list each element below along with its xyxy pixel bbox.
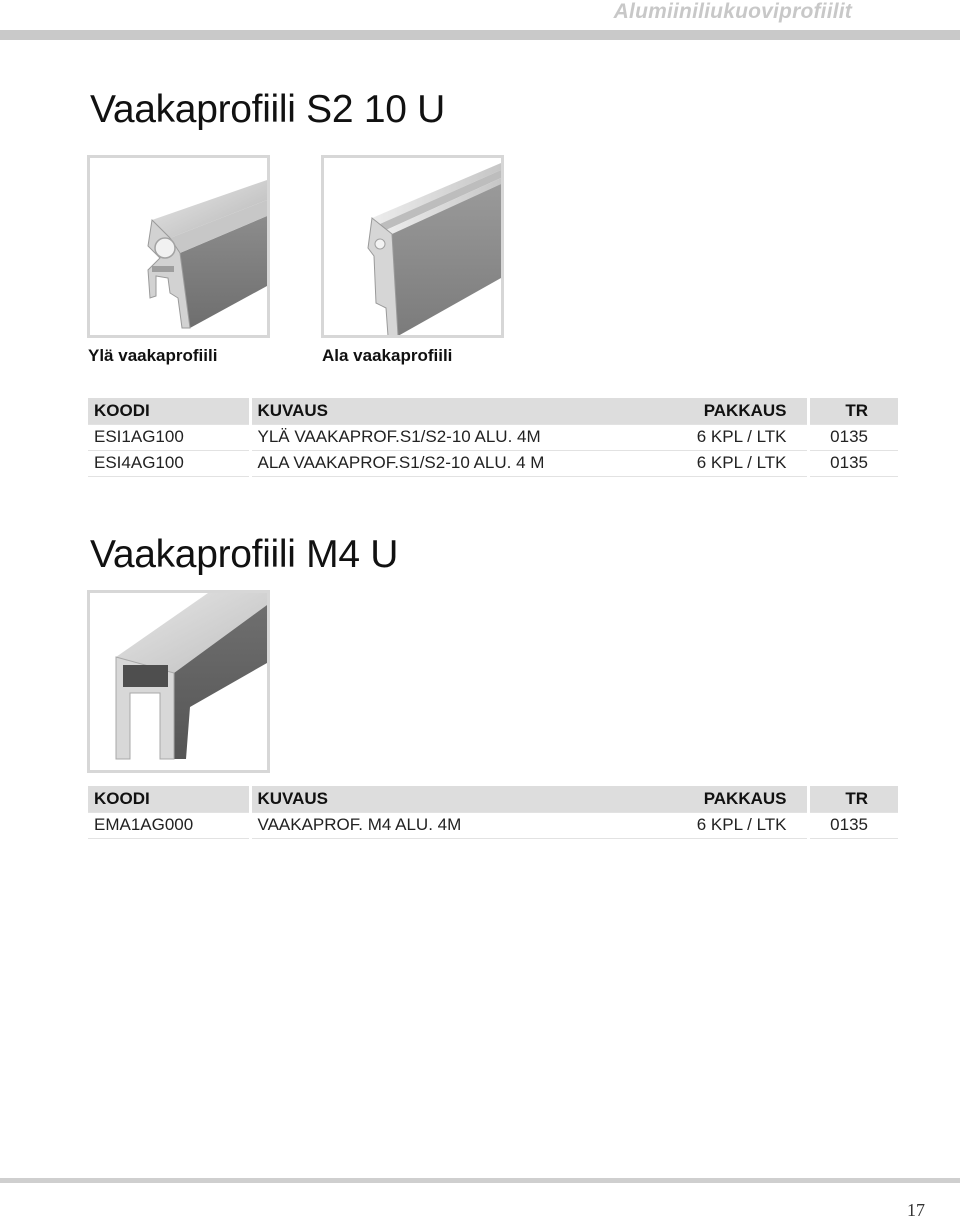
footer-rule xyxy=(0,1178,960,1183)
cell-code: ESI4AG100 xyxy=(88,450,250,476)
cell-tr: 0135 xyxy=(808,424,898,450)
cell-code: ESI1AG100 xyxy=(88,424,250,450)
cell-tr: 0135 xyxy=(808,812,898,838)
product-table-s2 xyxy=(88,398,898,477)
page-number: 17 xyxy=(907,1200,925,1220)
column-header-pakkaus: PAKKAUS xyxy=(678,786,808,812)
cell-package: 6 KPL / LTK xyxy=(678,424,808,450)
upper-profile-image xyxy=(87,155,270,338)
table-row xyxy=(88,424,898,450)
section-title-s2-10-u: Vaakaprofiili S2 10 U xyxy=(90,88,446,131)
header-title: Alumiiniliukuoviprofiilit xyxy=(613,0,852,23)
caption-upper-profile: Ylä vaakaprofiili xyxy=(88,346,218,365)
table-header-row xyxy=(88,398,898,424)
column-header-koodi: KOODI xyxy=(88,398,250,424)
cell-package: 6 KPL / LTK xyxy=(678,812,808,838)
cell-package: 6 KPL / LTK xyxy=(678,450,808,476)
table-row xyxy=(88,812,898,838)
m4-profile-image xyxy=(87,590,270,773)
column-header-tr: TR xyxy=(808,786,898,812)
cell-tr: 0135 xyxy=(808,450,898,476)
caption-lower-profile: Ala vaakaprofiili xyxy=(322,346,453,365)
lower-profile-image xyxy=(321,155,504,338)
column-header-kuvaus: KUVAUS xyxy=(250,398,678,424)
column-header-pakkaus: PAKKAUS xyxy=(678,398,808,424)
table-row xyxy=(88,450,898,476)
cell-code: EMA1AG000 xyxy=(88,812,250,838)
table-header-row xyxy=(88,786,898,812)
cell-description: VAAKAPROF. M4 ALU. 4M xyxy=(250,812,678,838)
column-header-kuvaus: KUVAUS xyxy=(250,786,678,812)
product-table-m4 xyxy=(88,786,898,839)
cell-description: YLÄ VAAKAPROF.S1/S2-10 ALU. 4M xyxy=(250,424,678,450)
column-header-koodi: KOODI xyxy=(88,786,250,812)
section-title-m4-u: Vaakaprofiili M4 U xyxy=(90,533,399,576)
cell-description: ALA VAAKAPROF.S1/S2-10 ALU. 4 M xyxy=(250,450,678,476)
header-rule xyxy=(0,30,960,40)
column-header-tr: TR xyxy=(808,398,898,424)
